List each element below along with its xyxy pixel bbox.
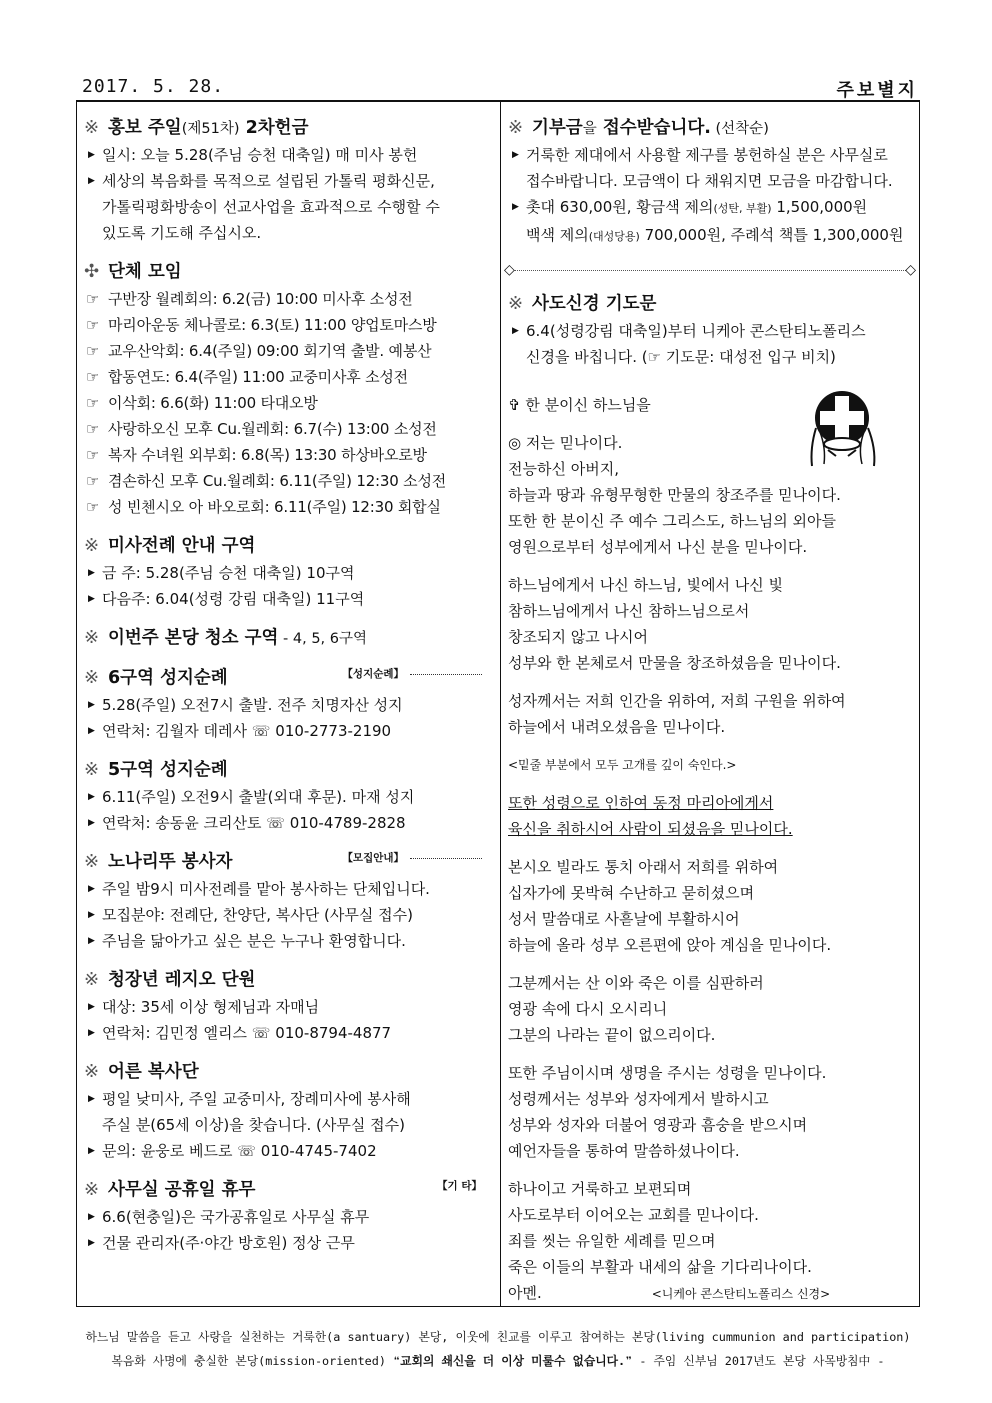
section-senior-servers	[84, 1058, 494, 1164]
pointing-hand-icon: ☞	[86, 394, 100, 412]
dotted-divider	[504, 262, 916, 280]
footer-line-2: 복음화 사명에 충실한 본당(mission-oriented) ❝교회의 쇄신을 더 이상 미룰수 없습니다.❞ - 주임 신부님 2017년도 본당 사목방침中 -	[111, 1354, 885, 1368]
section-title: ※ 기부금을 접수받습니다. (선착순)	[508, 114, 913, 142]
section-donations	[508, 114, 913, 250]
right-column	[504, 114, 916, 1319]
bullet-icon: ▶	[88, 700, 95, 710]
bullet-icon: ▶	[88, 726, 95, 736]
list-item: ▶ 연락처: 김민정 엘리스 ☏ 010-8794-4877	[84, 1020, 494, 1046]
list-item: ▶ 다음주: 6.04(성령 강림 대축일) 11구역	[84, 586, 494, 612]
meeting-item: ☞ 사랑하오신 모후 Cu.월레회: 6.7(수) 13:00 소성전	[84, 416, 494, 442]
bullet-icon: ▶	[88, 818, 95, 828]
list-item: ▶ 6.4(성령강림 대축일)부터 니케아 콘스탄티노폴리스	[508, 318, 913, 344]
pointing-hand-icon: ☞	[86, 498, 100, 516]
section-title: ※ 이번주 본당 청소 구역 - 4, 5, 6구역	[84, 624, 494, 652]
meeting-item: ☞ 복자 수녀원 외부회: 6.8(목) 13:30 하상바오로방	[84, 442, 494, 468]
section-title: ※ 5구역 성지순례	[84, 756, 494, 784]
bullet-icon: ▶	[88, 150, 95, 160]
list-item: ▶ 6.6(현충일)은 국가공휴일로 사무실 휴무	[84, 1204, 494, 1230]
asterisk-icon: ※	[84, 117, 100, 138]
list-item-continuation: 가톨릭평화방송이 선교사업을 효과적으로 수행할 수	[102, 198, 440, 216]
section-title: ※ 6구역 성지순례 【성지순례】	[84, 664, 494, 692]
list-item: ▶ 연락처: 김월자 데레사 ☏ 010-2773-2190	[84, 718, 494, 744]
meeting-item: ☞ 겸손하신 모후 Cu.월례회: 6.11(주일) 12:30 소성전	[84, 468, 494, 494]
list-item: ▶ 건물 관리자(주·야간 방호원) 정상 근무	[84, 1230, 494, 1256]
bullet-icon: ▶	[88, 1094, 95, 1104]
section-district6-pilgrimage	[84, 664, 494, 744]
section-district5-pilgrimage	[84, 756, 494, 836]
creed-stanza: 하느님에게서 나신 하느님, 빛에서 나신 빛 참하느님에게서 나신 참하느님으로서 창조되지 않고 나시어 성부와 한 본체로서 만물을 창조하셨음을 믿나이다.	[508, 576, 841, 672]
list-item: ▶ 거룩한 제대에서 사용할 제구를 봉헌하실 분은 사무실로	[508, 142, 913, 168]
pointing-hand-icon: ☞	[86, 472, 100, 490]
bullet-icon: ▶	[88, 1028, 95, 1038]
list-item: ▶ 대상: 35세 이상 형제님과 자매님	[84, 994, 494, 1020]
meeting-item: ☞ 합동연도: 6.4(주일) 11:00 교중미사후 소성전	[84, 364, 494, 390]
bullet-icon: ▶	[88, 1238, 95, 1248]
asterisk-icon: ※	[84, 1061, 100, 1082]
category-tag: 【기 타】	[437, 1180, 482, 1192]
meeting-item: ☞ 성 빈첸시오 아 바오로회: 6.11(주일) 12:30 회합실	[84, 494, 494, 520]
list-item: ▶ 모집분야: 전례단, 찬양단, 복사단 (사무실 접수)	[84, 902, 494, 928]
column-divider	[500, 100, 501, 1307]
asterisk-icon: ※	[84, 969, 100, 990]
list-item: ▶ 6.11(주일) 오전9시 출발(외대 후문). 마재 성지	[84, 784, 494, 810]
bullet-icon: ▶	[88, 1002, 95, 1012]
creed-stanza: 하나이고 거룩하고 보편되며 사도로부터 이어오는 교회를 믿나이다. 죄를 씻는 유일한 세례를 믿으며 죽은 이들의 부활과 내세의 삶을 기다리나이다. 아멘. <니케아 콘스탄티노폴리스 신경>	[508, 1176, 913, 1307]
section-title: ※ 홍보 주일(제51차) 2차헌금	[84, 114, 494, 142]
category-tag: 【모집안내】	[342, 844, 482, 872]
asterisk-icon: ※	[84, 667, 100, 688]
bullet-icon: ▶	[88, 884, 95, 894]
creed-stanza: 본시오 빌라도 통치 아래서 저희를 위하여 십자가에 못박혀 수난하고 묻히셨으며 성서 말씀대로 사흗날에 부활하시어 하늘에 올라 성부 오른편에 앉아 계심을 믿나이다.	[508, 858, 832, 954]
bullet-icon: ▶	[512, 150, 519, 160]
section-title: ※ 사도신경 기도문	[508, 290, 913, 318]
section-group-meetings	[84, 258, 494, 520]
asterisk-icon: ※	[84, 1179, 100, 1200]
list-item: ▶ 5.28(주일) 오전7시 출발. 전주 치명자산 성지	[84, 692, 494, 718]
bullet-icon: ▶	[88, 1212, 95, 1222]
asterisk-icon: ※	[84, 759, 100, 780]
bulletin-date: 2017. 5. 28.	[82, 76, 225, 97]
section-cleaning-district	[84, 624, 494, 652]
pointing-hand-icon: ☞	[86, 446, 100, 464]
list-item: ▶ 주님을 닮아가고 싶은 분은 누구나 환영합니다.	[84, 928, 494, 954]
asterisk-icon: ※	[508, 293, 524, 314]
creed-text	[508, 392, 913, 1307]
list-item: ▶ 촛대 630,00원, 황금색 제의(성탄, 부활) 1,500,000원	[508, 194, 913, 222]
meeting-item: ☞ 교우산악회: 6.4(주일) 09:00 회기역 출발. 예봉산	[84, 338, 494, 364]
asterisk-icon: ※	[84, 535, 100, 556]
section-title: ※ 사무실 공휴일 휴무 【기 타】	[84, 1176, 494, 1204]
list-item: ▶ 연락처: 송동윤 크리산토 ☏ 010-4789-2828	[84, 810, 494, 836]
list-item-continuation: 주실 분(65세 이상)을 찾습니다. (사무실 접수)	[102, 1116, 405, 1134]
asterisk-icon: ※	[508, 117, 524, 138]
list-item: ▶ 일시: 오늘 5.28(주님 승천 대축일) 매 미사 봉헌	[84, 142, 494, 168]
meeting-item: ☞ 구반장 월례회의: 6.2(금) 10:00 미사후 소성전	[84, 286, 494, 312]
cross-sparkle-icon: ✣	[84, 261, 100, 282]
bullet-icon: ▶	[512, 202, 519, 212]
creed-stanza: 성자께서는 저희 인간을 위하여, 저희 구원을 위하여 하늘에서 내려오셨음을 믿나이다.	[508, 692, 846, 736]
section-title: ※ 미사전례 안내 구역	[84, 532, 494, 560]
section-title: ✣ 단체 모임	[84, 258, 494, 286]
creed-stanza: ✞ 한 분이신 하느님을	[508, 396, 651, 414]
list-item: ▶ 세상의 복음화를 목적으로 설립된 가톨릭 평화신문,	[84, 168, 494, 194]
section-title: ※ 어른 복사단	[84, 1058, 494, 1086]
creed-note: <밑줄 부분에서 모두 고개를 깊이 숙인다.>	[508, 758, 737, 772]
creed-stanza-bow: 또한 성령으로 인하여 동정 마리아에게서 육신을 취하시어 사람이 되셨음을 믿나이다.	[508, 794, 793, 838]
section-promotion-sunday	[84, 114, 494, 246]
pointing-hand-icon: ☞	[86, 420, 100, 438]
list-item: ▶ 평일 낮미사, 주일 교중미사, 장례미사에 봉사해	[84, 1086, 494, 1112]
section-title: ※ 노나리뚜 봉사자 【모집안내】	[84, 848, 494, 876]
meeting-item: ☞ 이삭회: 6.6(화) 11:00 타대오방	[84, 390, 494, 416]
pointing-hand-icon: ☞	[86, 290, 100, 308]
list-item: ▶ 문의: 윤웅로 베드로 ☏ 010-4745-7402	[84, 1138, 494, 1164]
section-volunteers	[84, 848, 494, 954]
bullet-icon: ▶	[88, 792, 95, 802]
pointing-hand-icon: ☞	[86, 316, 100, 334]
bulletin-title: 주보별지	[836, 80, 918, 101]
bullet-icon: ▶	[512, 326, 519, 336]
list-item-continuation: 접수바랍니다. 모금액이 다 채워지면 모금을 마감합니다.	[526, 172, 893, 190]
creed-stanza: ◎ 저는 믿나이다. 전능하신 아버지, 하늘과 땅과 유형무형한 만물의 창조주를 믿나이다. 또한 한 분이신 주 예수 그리스도, 하느님의 외아들 영원으로부터 성부에게서 나신 분을 믿나이다.	[508, 434, 841, 556]
creed-stanza: 또한 주님이시며 생명을 주시는 성령을 믿나이다. 성령께서는 성부와 성자에게서 발하시고 성부와 성자와 더불어 영광과 흠숭을 받으시며 예언자들을 통하여 말씀하셨나이다.	[508, 1064, 827, 1160]
diamond-icon: ◇	[905, 262, 916, 278]
list-item-continuation: 백색 제의(대성당용) 700,000원, 주례석 책틀 1,300,000원	[526, 226, 904, 244]
page-footer	[76, 1325, 920, 1373]
pointing-hand-icon: ☞	[86, 342, 100, 360]
creed-source: <니케아 콘스탄티노폴리스 신경>	[651, 1287, 831, 1301]
bullet-icon: ▶	[88, 176, 95, 186]
page-header	[76, 76, 920, 100]
footer-line-1: 하느님 말씀을 듣고 사랑을 실천하는 거룩한(a santuary) 본당, 이웃에 친교를 이루고 참여하는 본당(living cummunion and participation)	[85, 1330, 911, 1344]
list-item: ▶ 금 주: 5.28(주님 승천 대축일) 10구역	[84, 560, 494, 586]
category-tag: 【성지순례】	[342, 660, 482, 688]
bullet-icon: ▶	[88, 936, 95, 946]
section-legio	[84, 966, 494, 1046]
eucharist-cross-icon	[806, 388, 880, 468]
left-column	[84, 114, 494, 1268]
list-item-continuation: 신경을 바칩니다. (☞ 기도문: 대성전 입구 비치)	[526, 348, 836, 366]
list-item-continuation: 있도록 기도해 주십시오.	[102, 224, 262, 242]
bullet-icon: ▶	[88, 594, 95, 604]
creed-stanza: 그분께서는 산 이와 죽은 이를 심판하러 영광 속에 다시 오시리니 그분의 나라는 끝이 없으리이다.	[508, 974, 764, 1044]
section-creed-prayer	[508, 290, 913, 370]
bullet-icon: ▶	[88, 568, 95, 578]
asterisk-icon: ※	[84, 627, 100, 648]
section-office-closure	[84, 1176, 494, 1256]
section-liturgy-district	[84, 532, 494, 612]
section-title: ※ 청장년 레지오 단원	[84, 966, 494, 994]
list-item: ▶ 주일 밤9시 미사전례를 맡아 봉사하는 단체입니다.	[84, 876, 494, 902]
pointing-hand-icon: ☞	[86, 368, 100, 386]
meeting-item: ☞ 마리아운동 체나콜로: 6.3(토) 11:00 양업토마스방	[84, 312, 494, 338]
bullet-icon: ▶	[88, 910, 95, 920]
diamond-icon: ◇	[504, 262, 515, 278]
bullet-icon: ▶	[88, 1146, 95, 1156]
asterisk-icon: ※	[84, 851, 100, 872]
